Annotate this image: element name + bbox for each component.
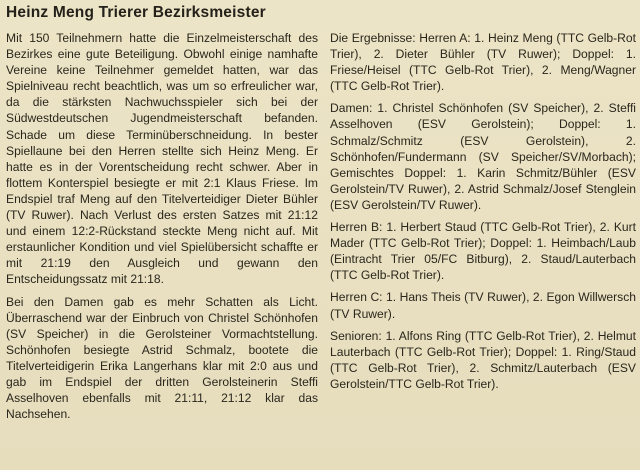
results-column [330, 30, 636, 392]
results-paragraph: Herren B: 1. Herbert Staud (TTC Gelb-Rot Trier), 2. Kurt Mader (TTC Gelb-Rot Trier); Doppel: 1. Heimbach/Laub (Eintracht Trier 05/FC Bitburg), 2. Staud/Lauterbach (TTC Gelb-Rot Trier). [330, 220, 636, 283]
article-headline: Heinz Meng Trierer Bezirksmeister [6, 4, 266, 21]
body-paragraph: Bei den Damen gab es mehr Schatten als Licht. Überraschend war der Einbruch von Christel Schönhofen (SV Speicher) in die Gerolsteiner Vormachtstellung. Schönhofen besiegte Astrid Schmalz, bootete die Titelverteidigerin Erika Langerhans klar mit 2:0 aus und gab im Endspiel der dritten Gerolsteinerin Steffi Asselhoven ebenfalls mit 21:11, 21:12 klar das Nachsehen. [6, 294, 318, 422]
body-paragraph: Mit 150 Teilnehmern hatte die Einzelmeisterschaft des Bezirkes eine gute Beteiligung. Obwohl einige namhafte Vereine keine Teilnehmer gemeldet hatten, war das Spielniveau recht beachtlich, was um so erfreulicher war, da die stärksten Nachwuchsspieler sich bei der Südwestdeutschen Jugendmeisterschaft befanden. Schade um diese Terminüberschneidung. In bester Spiellaune bei den Herren stellte sich Heinz Meng. Er hatte es in der Vorentscheidung recht schwer. Aber in flottem Konterspiel besiegte er mit 2:1 Klaus Friese. Im Endspiel traf Meng auf den Titelverteidiger Dieter Bühler (TV Ruwer). Nach Verlust des ersten Satzes mit 21:12 und einem 12:2-Rückstand steckte Meng nicht auf. Mit erstaunlicher Kondition und viel Spielübersicht schaffte er mit 21:19 den Ausgleich und gewann den Entscheidungssatz mit 21:18. [6, 31, 318, 287]
left-column [6, 30, 318, 422]
results-paragraph: Senioren: 1. Alfons Ring (TTC Gelb-Rot Trier), 2. Helmut Lauterbach (TTC Gelb-Rot Trier); Doppel: 1. Ring/Staud (TTC Gelb-Rot Trier), 2. Schmitz/Lauterbach (ESV Gerolstein/TTC Gelb-Rot Trier). [330, 328, 636, 391]
results-paragraph: Die Ergebnisse: Herren A: 1. Heinz Meng (TTC Gelb-Rot Trier), 2. Dieter Bühler (TV Ruwer); Doppel: 1. Friese/Heisel (TTC Gelb-Rot Trier), 2. Meng/Wagner (TTC Gelb-Rot Trier). [330, 31, 636, 94]
results-paragraph: Damen: 1. Christel Schönhofen (SV Speicher), 2. Steffi Asselhoven (ESV Gerolstein); Doppel: 1. Schmalz/Schmitz (ESV Gerolstein), 2. Schönhofen/Fundermann (SV Speicher/SV/Morbach); Gemischtes Doppel: 1. Karin Schmitz/Bühler (ESV Gerolstein/TV Ruwer), 2. Astrid Schmalz/Josef Stenglein (ESV Gerolstein/TV Ruwer). [330, 101, 636, 212]
results-paragraph: Herren C: 1. Hans Theis (TV Ruwer), 2. Egon Willwersch (TV Ruwer). [330, 290, 636, 321]
